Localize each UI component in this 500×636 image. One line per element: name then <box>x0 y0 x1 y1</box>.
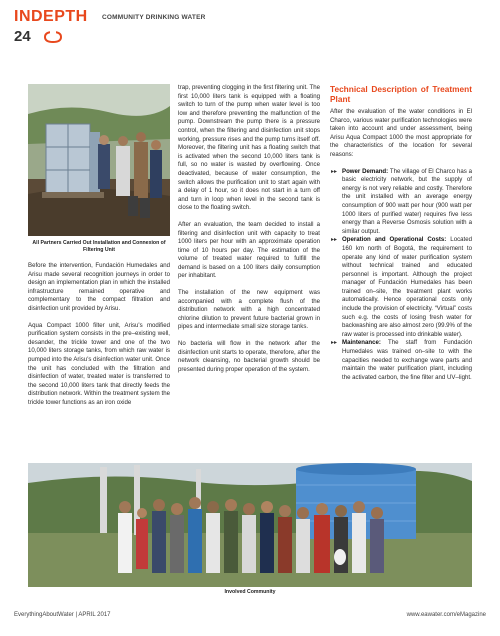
section-title: COMMUNITY DRINKING WATER <box>102 14 206 21</box>
page-footer <box>14 612 486 622</box>
magazine-logo-icon <box>44 31 62 43</box>
page-number: 24 <box>14 28 31 45</box>
paragraph: trap, preventing clogging in the first filtering unit. The first 10,000 liters tank is equipped with a floating switch to turn of the pump when water level is too low and therefore preventing the malfunction of the pump. Downstream the pump there is a pressure control, when the filtering and disinfection unit stops working, pressure rises and the pump turns itself off. Moreover, the filtering unit has a floating switch that is activated when the second 10,000 liters tank is full, so no water is wasted by overflowing. Once deactivated, because of water consumption, the switch allows the purification unit to start again with a delay of 1 hour, so it does not start in a turn off and turn in loop when level in the second tank is close to the floating switch. <box>178 84 320 212</box>
footer-publication: EverythingAboutWater | APRIL 2017 <box>14 612 111 618</box>
footer-website-link[interactable]: www.eawater.com/eMagazine <box>406 612 486 618</box>
bullet-item <box>330 339 472 382</box>
article-column-3 <box>330 84 472 382</box>
section-heading: Technical Description of Treatment Plant <box>330 84 472 104</box>
paragraph: Before the intervention, Fundación Humedales and Arisu made several recognition journeys in order to design an implementation plan in which the installed infrastructure remained operative and complementary to the compact filtration and disinfection unit provided by Arisu. <box>28 262 170 312</box>
bullet-label: Power Demand: <box>342 167 389 175</box>
paragraph: Aqua Compact 1000 filter unit, Arisu's modified purification system consists in the pre–existing well, desander, the trickle tower and one of the two 10,000 liters storage tanks, from which raw water is pumped into the Arisu's disinfection water unit. Once the unit has concluded with the filtration and disinfection of water, treated water is transferred to the second 10,000 liters tank that directly feeds the distribution network. Within the treatment system the trickle tower functions as an iron oxide <box>28 321 170 406</box>
bullet-item <box>330 236 472 339</box>
community-photo-caption: Involved Community <box>224 589 276 595</box>
magazine-section-brand: INDEPTH <box>14 8 88 25</box>
installation-photo <box>28 84 170 236</box>
bullet-label: Maintenance: <box>342 339 381 347</box>
bullet-text: Located 160 km north of Bogotá, the requirement to operate any kind of water purification system without technical trained and educated personnel is important. Although the project manager of Fundación Humedales has been trained on–site, the treatment plant works automatically. Hence operational costs only include the provision of electricity. “Virtual” costs such e.g. the costs of losing fresh water for backwashing are also almost zero (99.9% of the raw water is processed into drinkable water). <box>342 236 472 338</box>
double-arrow-icon: ▸▸ <box>331 237 338 244</box>
paragraph: After the evaluation of the water conditions in El Charco, various water purification technologies were taken into account and under assessment, being Arisu Aqua Compact 1000 the most appropriate for the characteristics of the location for several reasons: <box>330 108 472 158</box>
double-arrow-icon: ▸▸ <box>331 168 338 175</box>
bullet-label: Operation and Operational Costs: <box>342 236 447 244</box>
paragraph: No bacteria will flow in the network after the disinfection unit starts to operate, therefore, after the network cleansing, no bacterial growth should be presented during proper operation of the system. <box>178 340 320 373</box>
paragraph: After an evaluation, the team decided to install a filtering and disinfection unit with capacity to treat 1000 liters per hour with an approximate operation time of 10 hours per day. The estimation of the volume of treated water required to fulfill the demand is based on a 100 liters daily consumption per inhabitant. <box>178 220 320 280</box>
bullet-text: The staff from Fundación Humedales was trained on–site to with the capacities needed to exchange ware parts and maintain the water purification plant, including the activated carbon, the fine filter and UV–light. <box>342 339 472 381</box>
community-photo <box>28 463 472 587</box>
bullet-text: The village of El Charco has a basic electricity network, but the supply of energy is not very reliable and costly. Therefore the unit installed with an average energy consumption of 900 watt per hour (900 watt per 1000 liters of purified water) requires five less energy than a Reverse Osmosis solution with a similar output. <box>342 167 472 235</box>
bullet-item <box>330 168 472 237</box>
paragraph: The installation of the new equipment was accompanied with a complete flush of the distribution network with a high concentrated chlorine dilution to prevent future bacterial grown in pipes and intermediate small size storage tanks. <box>178 289 320 331</box>
article-column-2 <box>178 84 320 382</box>
installation-photo-caption: All Partners Carried Out Installation and Connexion of Filtering Unit <box>32 240 166 253</box>
article-column-1 <box>28 262 170 416</box>
double-arrow-icon: ▸▸ <box>331 340 338 347</box>
page-header <box>14 8 314 48</box>
